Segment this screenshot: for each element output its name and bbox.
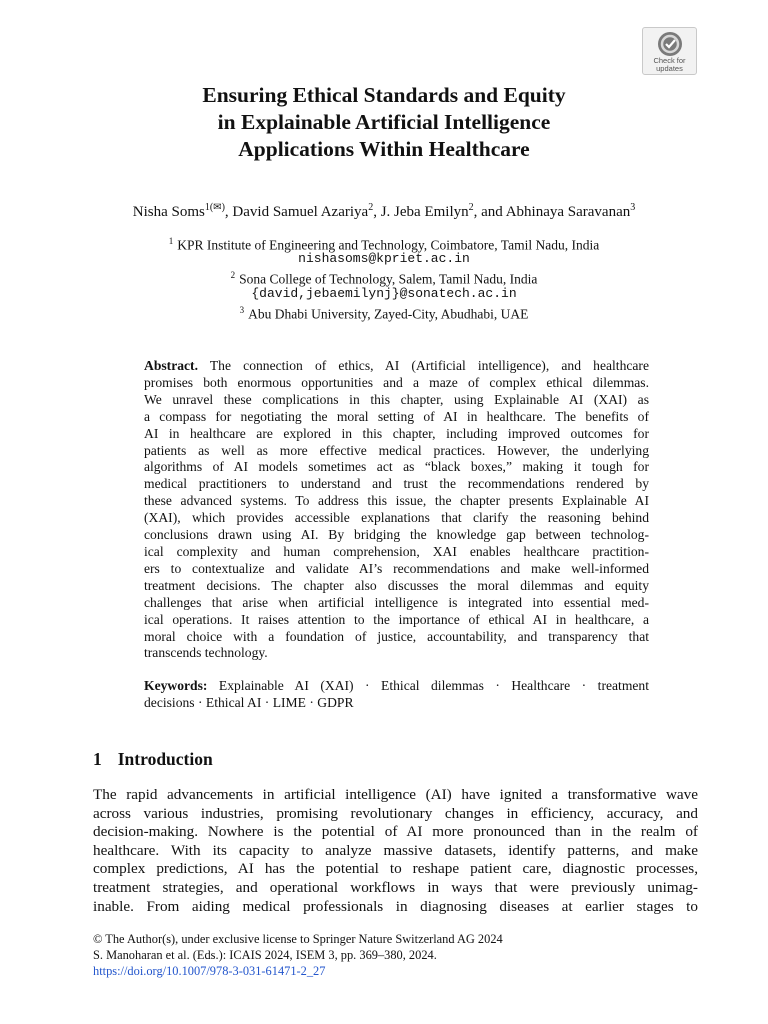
abstract-line: these advanced systems. To address this issue, the chapter presents Explainable AI (144, 493, 649, 509)
abstract-line: transcends technology. (144, 645, 268, 661)
affiliation-1: $^1$ KPR Institute of Engineering and Technology, Coimbatore, Tamil Nadu, India (168, 236, 600, 253)
abstract-line: AI in healthcare are explored in this chapter, including improved outcomes for (144, 425, 649, 441)
copyright-notice: © The Author(s), under exclusive license to Springer Nature Switzerland AG 2024 (93, 932, 503, 946)
abstract-line: promises both enormous opportunities and a maze of complex ethical dilemmas. (144, 374, 649, 390)
affiliation-1-email[interactable]: nishasoms@kpriet.ac.in (298, 251, 470, 266)
author-name: David Samuel Azariya (232, 204, 369, 220)
abstract-line: a compass for negotiating the moral setting of AI in healthcare. The benefits of (144, 408, 649, 424)
abstract-line: medical practitioners to understand and trust the recommendations rendered by (144, 476, 649, 492)
abstract-line: Abstract. The connection of ethics, AI (Artificial intelligence), and healthcare (144, 358, 649, 373)
abstract-line: ical complexity and human comprehension, XAI enables healthcare practition- (144, 543, 649, 559)
author-name: Nisha Soms (132, 204, 205, 220)
author-name: Abhinaya Saravanan (505, 204, 631, 220)
keywords-label: Keywords: (144, 678, 208, 693)
author-name: J. Jeba Emilyn (380, 204, 469, 220)
body-line: treatment strategies, and operational workflows in ways that were previously unimag- (93, 878, 698, 896)
body-line: inable. From aiding medical professionals in diagnosing diseases at earlier stages to (93, 897, 698, 915)
paper-title (0, 82, 768, 163)
footer (93, 932, 698, 979)
affiliation-3: $^3$ Abu Dhabi University, Zayed-City, Abudhabi, UAE (239, 305, 529, 322)
abstract-line: ical operations. It raises attention to the importance of ethical AI in healthcare, a (144, 611, 649, 627)
abstract-line: ers to contextualize and validate AI’s recommendations and make well-informed (144, 560, 649, 576)
abstract-line: conclusions drawn using AI. By bridging the knowledge gap between technolog- (144, 527, 649, 543)
title-line: Ensuring Ethical Standards and Equity (202, 83, 566, 107)
keywords (144, 678, 649, 712)
envelope-icon[interactable]: ✉ (213, 202, 222, 213)
section-title: Introduction (117, 749, 213, 769)
author-affil-mark: 3 (630, 202, 636, 213)
abstract-label: Abstract. (144, 358, 198, 373)
section-heading (93, 749, 213, 770)
check-for-updates-badge[interactable] (642, 27, 697, 75)
body-line: The rapid advancements in artificial intelligence (AI) have ignited a transformative wave (93, 786, 698, 803)
body-line: across various industries, promising revolutionary changes in efficiency, accuracy, and (93, 804, 698, 822)
abstract-line: patients as well as more effective medical practices. However, the underlying (144, 442, 649, 458)
abstract-line: challenges that arise when artificial intelligence is integrated into essential med- (144, 594, 649, 610)
abstract-line: algorithms of AI models sometimes act as “black boxes,” making it tough for (144, 459, 649, 475)
title-line: Applications Within Healthcare (238, 137, 530, 161)
author-list: Nisha Soms$^{1(✉)}$, David Samuel Azariya$^2$, J. Jeba Emilyn$^2$, and Abhinaya Saravanan$^3$ (132, 202, 636, 220)
abstract-line: (XAI), which provides accessible explanations that clarify the reasoning behind (144, 510, 649, 526)
badge-line-2: updates (656, 64, 683, 73)
abstract-line: We unravel these complications in this chapter, using Explainable AI (XAI) as (144, 391, 649, 407)
keywords-line: decisions · Ethical AI · LIME · GDPR (144, 694, 354, 710)
section-number: 1 (93, 749, 102, 769)
check-for-updates-icon (657, 31, 683, 57)
affiliation-2-email[interactable]: {david,jebaemilynj}@sonatech.ac.in (251, 286, 517, 301)
body-line: healthcare. With its capacity to analyze massive datasets, identify patterns, and make (93, 841, 698, 859)
author-affil-mark: 2 (368, 202, 374, 213)
author-affil-mark: 2 (468, 202, 474, 213)
abstract-line: treatment decisions. The chapter also discusses the moral dilemmas and equity (144, 577, 649, 593)
body-paragraph (93, 786, 698, 916)
badge-line-1: Check for (653, 56, 686, 65)
affiliation-2: $^2$ Sona College of Technology, Salem, Tamil Nadu, India (230, 270, 538, 287)
abstract-line: moral choice with a foundation of justice, accountability, and transparency that (144, 628, 649, 644)
doi-link[interactable]: https://doi.org/10.1007/978-3-031-61471-2_27 (93, 963, 326, 978)
abstract (144, 358, 649, 662)
title-line: in Explainable Artificial Intelligence (217, 110, 551, 134)
citation: S. Manoharan et al. (Eds.): ICAIS 2024, ISEM 3, pp. 369–380, 2024. (93, 947, 437, 962)
body-line: decision-making. Nowhere is the potential of AI more pronounced than in the realm of (93, 823, 698, 841)
keywords-line: Keywords: Explainable AI (XAI) · Ethical dilemmas · Healthcare · treatment (144, 678, 649, 693)
body-line: complex predictions, AI has the potential to reshape patient care, diagnostic processes, (93, 860, 698, 878)
author-affil-mark: 1(✉) (204, 202, 225, 213)
